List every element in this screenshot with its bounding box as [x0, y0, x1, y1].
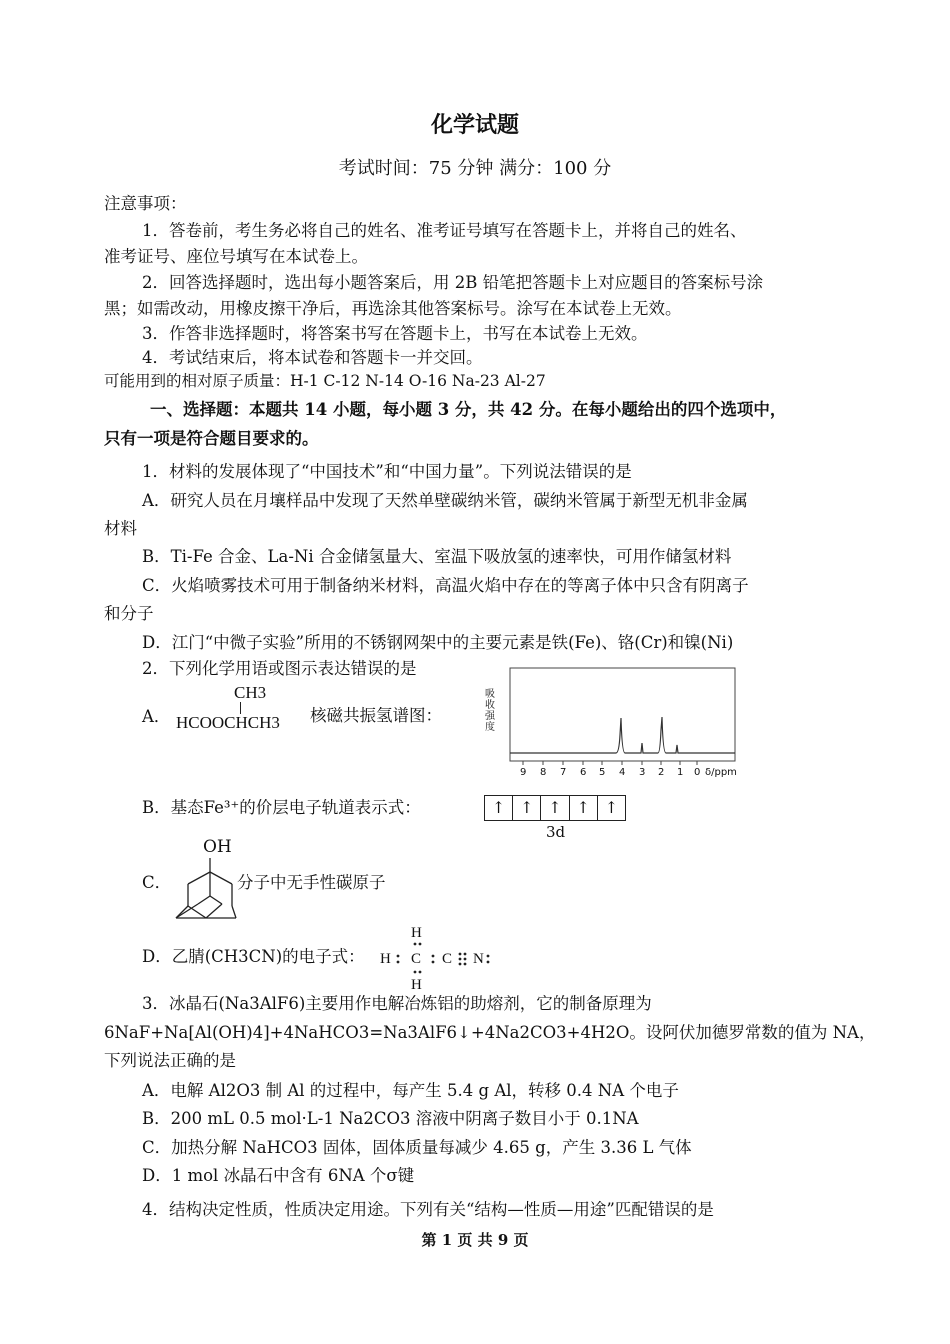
- tick-label: 5: [599, 767, 606, 778]
- y-label-char: 收: [485, 700, 495, 711]
- y-label-char: 度: [485, 722, 495, 733]
- tick-label: 8: [540, 767, 547, 778]
- notes-heading: 注意事项：: [104, 194, 187, 213]
- q1-option-a: A．研究人员在月壤样品中发现了天然单壁碳纳米管，碳纳米管属于新型无机非金属: [142, 491, 748, 510]
- note-line: 3．作答非选择题时，将答案书写在答题卡上，书写在本试卷上无效。: [142, 324, 648, 343]
- tick-label: 6: [580, 767, 587, 778]
- nmr-plot: [483, 665, 748, 783]
- tick-label: 1: [677, 767, 684, 778]
- tick-label: 2: [658, 767, 665, 778]
- atom-h-left: H: [380, 951, 391, 967]
- note-line: 准考证号、座位号填写在本试卷上。: [104, 247, 368, 266]
- q1-option-c-cont: 和分子: [104, 604, 154, 623]
- q2-stem: 2．下列化学用语或图示表达错误的是: [142, 659, 417, 678]
- adamantanol-structure: [170, 836, 240, 928]
- methyl-group: CH3: [234, 683, 267, 702]
- q2-option-c-text: 分子中无手性碳原子: [237, 873, 386, 892]
- note-line: 4．考试结束后，将本试卷和答题卡一并交回。: [142, 348, 483, 367]
- q3-equation: 6NaF+Na[Al(OH)4]+4NaHCO3=Na3AlF6↓+4Na2CO3+4H2O。设阿伏加德罗常数的值为 NA，: [104, 1023, 876, 1042]
- note-line: 黑；如需改动，用橡皮擦干净后，再选涂其他答案标号。涂写在本试卷上无效。: [104, 299, 682, 318]
- note-line: 1．答卷前，考生务必将自己的姓名、准考证号填写在答题卡上，并将自己的姓名、: [142, 221, 747, 240]
- hydroxyl-group: OH: [203, 837, 232, 857]
- q1-option-a-cont: 材料: [104, 519, 137, 538]
- orbital-box: ↑: [541, 796, 569, 820]
- q3-option-d: D．1 mol 冰晶石中含有 6NA 个σ键: [142, 1166, 415, 1185]
- q3-option-b: B．200 mL 0.5 mol·L-1 Na2CO3 溶液中阴离子数目小于 0.1NA: [142, 1109, 639, 1128]
- nmr-spectrum: [483, 665, 748, 783]
- q2-option-a-label: A．: [142, 707, 171, 726]
- atom-h-bottom: H: [411, 977, 422, 993]
- section-heading: 一、选择题：本题共 14 小题，每小题 3 分，共 42 分。在每小题给出的四个选项中，: [150, 400, 787, 419]
- exam-info: 考试时间：75 分钟 满分：100 分: [338, 158, 612, 179]
- orbital-box: ↑: [513, 796, 541, 820]
- orbital-box: ↑: [485, 796, 513, 820]
- q1-option-c: C．火焰喷雾技术可用于制备纳米材料，高温火焰中存在的等离子体中只含有阴离子: [142, 576, 749, 595]
- y-label-char: 吸: [485, 689, 495, 700]
- q3-stem: 3．冰晶石(Na3AlF6)主要用作电解冶炼铝的助熔剂，它的制备原理为: [142, 994, 652, 1013]
- orbital-label: 3d: [546, 823, 566, 841]
- atom-n: N: [473, 951, 484, 967]
- nmr-x-tick-labels: [483, 767, 748, 779]
- orbital-box: ↑: [604, 798, 619, 817]
- atom-h-top: H: [411, 925, 422, 941]
- orbital-boxes: [484, 795, 626, 821]
- q3-stem-cont: 下列说法正确的是: [104, 1051, 236, 1070]
- tick-label: 4: [619, 767, 626, 778]
- q2-option-b: B．基态Fe³⁺的价层电子轨道表示式：: [142, 798, 421, 817]
- q1-option-d: D．江门“中微子实验”所用的不锈钢网架中的主要元素是铁(Fe)、铬(Cr)和镍(Ni): [142, 633, 734, 652]
- page-number: 第 1 页 共 9 页: [421, 1231, 529, 1249]
- atomic-masses: 可能用到的相对原子质量：H-1 C-12 N-14 O-16 Na-23 Al-27: [104, 372, 546, 390]
- q2-option-d: D．乙腈(CH3CN)的电子式：: [142, 947, 365, 966]
- tick-label: 9: [520, 767, 527, 778]
- q1-stem: 1．材料的发展体现了“中国技术”和“中国力量”。下列说法错误的是: [142, 462, 632, 481]
- q3-option-c: C．加热分解 NaHCO3 固体，固体质量每减少 4.65 g，产生 3.36 L 气体: [142, 1138, 692, 1157]
- ester-structural-formula: [176, 682, 306, 738]
- tick-label: 7: [560, 767, 567, 778]
- tick-label: 0: [694, 767, 701, 778]
- section-heading-cont: 只有一项是符合题目要求的。: [104, 429, 319, 448]
- page-title: 化学试题: [430, 112, 519, 138]
- adamantane-cage: [170, 836, 240, 928]
- note-line: 2．回答选择题时，选出每小题答案后，用 2B 铅笔把答题卡上对应题目的答案标号涂: [142, 273, 764, 292]
- orbital-box: ↑: [570, 796, 598, 820]
- y-label-char: 强: [485, 711, 495, 722]
- nmr-trace: [510, 717, 735, 753]
- tick-label: 3: [639, 767, 646, 778]
- atom-c-methyl: C: [411, 951, 422, 967]
- electron-dots: [380, 922, 500, 992]
- orbital-diagram: [484, 795, 626, 841]
- q1-option-b: B．Ti-Fe 合金、La-Ni 合金储氢量大、室温下吸放氢的速率快，可用作储氢材料: [142, 547, 732, 566]
- q2-option-a-text: 核磁共振氢谱图：: [310, 706, 442, 725]
- axis-unit-label: δ/ppm: [705, 767, 737, 778]
- q3-option-a: A．电解 Al2O3 制 Al 的过程中，每产生 5.4 g Al，转移 0.4 NA 个电子: [142, 1081, 679, 1100]
- acetonitrile-electron-formula: [380, 922, 500, 992]
- q2-option-c-label: C．: [142, 873, 172, 892]
- q4-stem: 4．结构决定性质，性质决定用途。下列有关“结构—性质—用途”匹配错误的是: [142, 1200, 714, 1219]
- atom-c-nitrile: C: [442, 951, 453, 967]
- x-ticks: [523, 761, 697, 765]
- ester-main-chain: HCOOCHCH3: [176, 713, 280, 732]
